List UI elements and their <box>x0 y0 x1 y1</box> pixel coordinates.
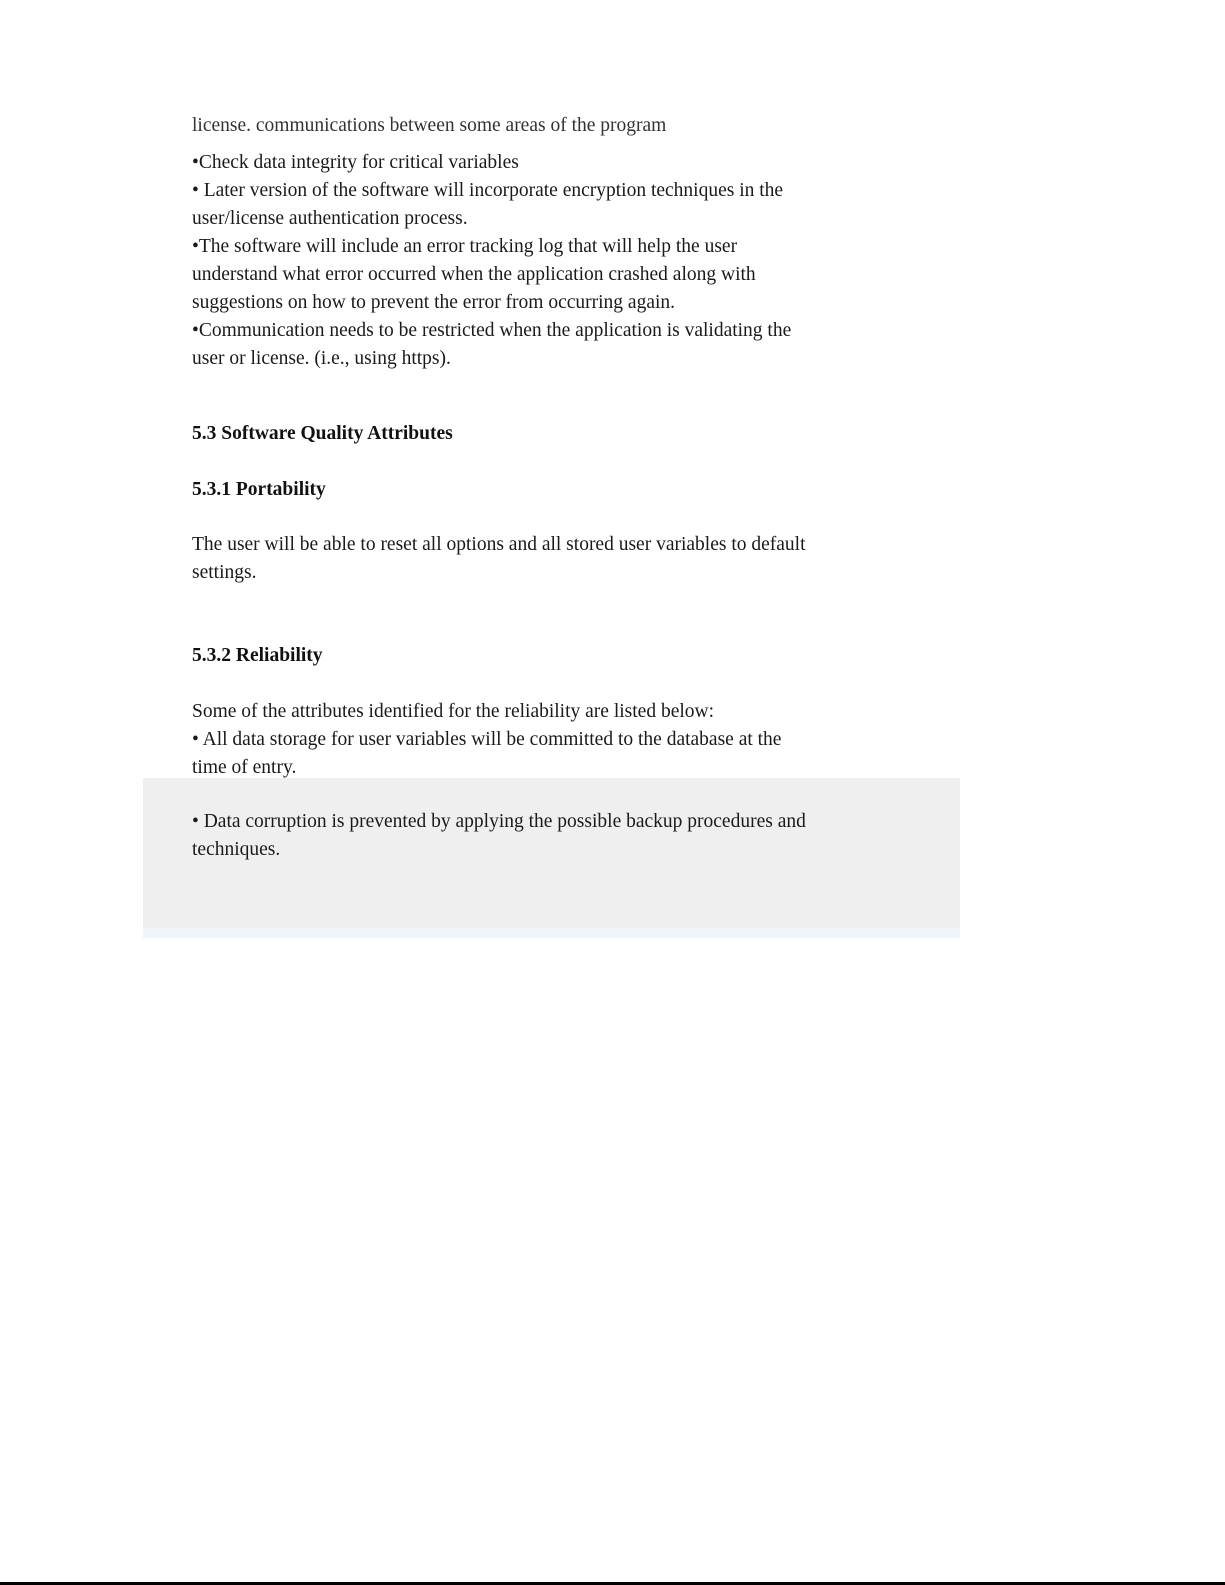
section-heading-5-3: 5.3 Software Quality Attributes <box>192 423 453 444</box>
section-heading-5-3-2: 5.3.2 Reliability <box>192 645 323 666</box>
bullet-line: •The software will include an error tracking log that will help the user <box>192 236 738 257</box>
bullet-line: •Check data integrity for critical variables <box>192 152 519 173</box>
bullet-line: • Later version of the software will incorporate encryption techniques in the <box>192 180 784 201</box>
cutoff-text-line <box>192 115 717 146</box>
reliability-bullet-line: • All data storage for user variables will be committed to the database at the <box>192 729 782 750</box>
reliability-intro: Some of the attributes identified for the reliability are listed below: <box>192 701 715 722</box>
cutoff-text: license. communications between some areas of the program <box>192 115 667 136</box>
bullet-line: user/license authentication process. <box>192 208 468 229</box>
reliability-highlighted-line: • Data corruption is prevented by applying the possible backup procedures and <box>192 811 806 832</box>
bullet-line: suggestions on how to prevent the error from occurring again. <box>192 292 676 313</box>
portability-text-line: The user will be able to reset all options and all stored user variables to default <box>192 534 806 555</box>
highlight-strip <box>143 928 960 938</box>
bullet-line: •Communication needs to be restricted when the application is validating the <box>192 320 792 341</box>
bullet-line: understand what error occurred when the application crashed along with <box>192 264 756 285</box>
reliability-highlighted-line: techniques. <box>192 839 281 860</box>
portability-text-line: settings. <box>192 562 257 583</box>
reliability-bullet-line: time of entry. <box>192 757 297 778</box>
section-heading-5-3-1: 5.3.1 Portability <box>192 479 326 500</box>
bullet-line: user or license. (i.e., using https). <box>192 348 451 369</box>
